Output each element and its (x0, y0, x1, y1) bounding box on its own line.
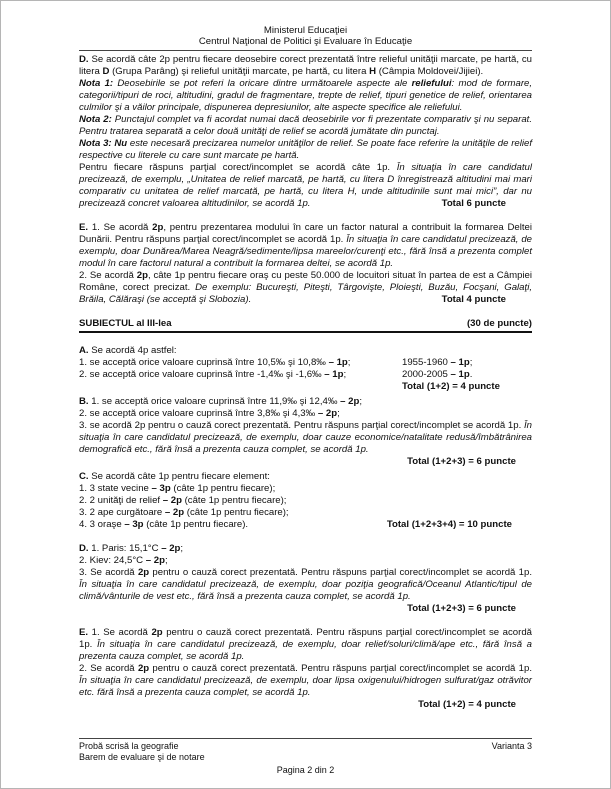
subject3-e2-paragraph: 2. Se acordă 2p pentru o cauză corect prezentată. Pentru răspuns parţial corect/incomplet se acordă 1p. În situaţia în care candidatul precizează, de exemplu, doar lipsa oxigenului/hidrogen sulfurat/gaz otrăvitor etc. fără însă a prezenta cauza complet, se acordă 1p. (79, 663, 532, 698)
subject3-a-total-row (79, 381, 532, 393)
subject3-b2-line: 2. se acceptă orice valoare cuprinsă între 3,8‰ şi 4,3‰ – 2p; (79, 408, 340, 419)
subject3-title: SUBIECTUL al III-lea (79, 318, 172, 329)
subject2-e1-paragraph: E. 1. Se acordă 2p, pentru prezentarea modului în care un factor natural a contribuit la formarea Deltei Dunării. Pentru răspuns parţial corect/incomplet se acordă 1p. În situaţia în care candidatul precizează, de exemplu, doar Dunărea/Marea Neagră/sedimente/lipsa mareelor/curenţi etc., fără însă a prezenta complet modul în care factorul natural a contribuit la formarea deltei, se acordă 1p. (79, 222, 533, 269)
subject3-b-total: Total (1+2+3) = 6 puncte (407, 456, 516, 467)
subject3-c-item-4-row (79, 519, 532, 531)
subject3-a2-right: 2000-2005 – 1p. (402, 369, 473, 380)
footer-document-type: Barem de evaluare şi de notare (79, 752, 205, 762)
footer-exam-type: Probă scrisă la geografie (79, 741, 179, 751)
subject2-partial-credit-paragraph: Total 6 puncte Pentru fiecare răspuns parţial corect/incomplet se acordă câte 1p. În situaţia în care candidatul precizează, de exemplu, „Unitatea de relief marcată, pe hartă, cu litera D înregistrează altitudini mai mari comparativ cu unitatea de relief marcată, pe hartă, cu litera H, unde altitudinile sunt mai mici”, dar nu precizează concret valoarea altitudinilor, se acordă 1p. (79, 162, 532, 209)
page-header (79, 25, 532, 51)
subject3-d2-line: 2. Kiev: 24,5°C – 2p; (79, 555, 168, 566)
subject3-e1-paragraph: E. 1. Se acordă 2p pentru o cauză corect prezentată. Pentru răspuns parţial corect/incomplet se acordă 1p. În situaţia în care candidatul precizează, de exemplu, doar relief/soluri/climă/ape etc., fără însă a prezenta cauza complet, se acordă 1p. (79, 627, 533, 662)
subject3-a-total: Total (1+2) = 4 puncte (402, 381, 500, 392)
subject2-e-block (79, 222, 532, 306)
footer-left (79, 741, 205, 763)
subject3-heading (79, 318, 532, 333)
footer-page-number: Pagina 2 din 2 (276, 765, 335, 775)
subject3-c-item-4: 4. 3 oraşe – 3p (câte 1p pentru fiecare). (79, 519, 249, 530)
subject3-a1-right: 1955-1960 – 1p; (402, 357, 473, 368)
subject3-b1-line: B. 1. se acceptă orice valoare cuprinsă între 11,9‰ şi 12,4‰ – 2p; (79, 396, 362, 407)
center-title: Centrul Naţional de Politici şi Evaluare în Educaţie (198, 36, 413, 47)
subject3-e-block (79, 627, 532, 711)
subject3-a2-left: 2. se acceptă orice valoare cuprinsă între -1,4‰ şi -1,6‰ – 1p; (79, 369, 347, 380)
subject2-nota3: Nota 3: Nu este necesară precizarea numelor unităţilor de relief. Se poate face referire la unităţile de relief respective cu literele cu care sunt marcate pe hartă. (79, 138, 532, 161)
subject3-a-block (79, 345, 532, 393)
subject3-c-total: Total (1+2+3+4) = 10 puncte (386, 519, 512, 530)
subject3-b-block (79, 396, 532, 468)
subject2-e2-paragraph: Total 4 puncte 2. Se acordă 2p, câte 1p pentru fiecare oraş cu peste 50.000 de locuitori situat în partea de est a Câmpiei Române, corect precizat. De exemplu: Bucureşti, Piteşti, Târgovişte, Ploieşti, Buzău, Focşani, Galaţi, Brăila, Călăraşi (se acceptă şi Slobozia). (79, 270, 532, 305)
subject3-d-block (79, 543, 532, 615)
subject2-e-total: Total 4 puncte (441, 294, 506, 305)
subject2-nota1: Nota 1: Deosebirile se pot referi la oricare dintre următoarele aspecte ale reliefului: mod de formare, categorii/tipuri de roci, altitudini, gradul de fragmentare, trepte de relief, tipuri genetice de relief, orientarea culmilor şi a văilor principale, dispunerea depresiunilor, alte aspecte specifice ale reliefului. (79, 78, 533, 113)
page-footer (79, 738, 532, 776)
footer-variant: Varianta 3 (491, 741, 532, 751)
subject3-c-item-3: 3. 2 ape curgătoare – 2p (câte 1p pentru fiecare); (79, 507, 289, 518)
subject2-nota2: Nota 2: Punctajul complet va fi acordat numai dacă deosebirile vor fi prezentate comparativ şi nu separat. Pentru tratarea separată a celor două unităţi de relief se acordă jumătate din punctaj. (79, 114, 533, 137)
subject3-c-block (79, 471, 532, 531)
subject3-a1-left: 1. se acceptă orice valoare cuprinsă între 10,5‰ şi 10,8‰ – 1p; (79, 357, 351, 368)
footer-top-row (79, 741, 532, 763)
subject3-a-row-1 (79, 357, 532, 369)
subject2-d-total: Total 6 puncte (441, 198, 506, 209)
subject3-c-intro: C. Se acordă câte 1p pentru fiecare element: (79, 471, 270, 482)
ministry-title: Ministerul Educaţiei (263, 25, 348, 36)
subject3-d3-paragraph: 3. Se acordă 2p pentru o cauză corect prezentată. Pentru răspuns parţial corect/incomplet se acordă 1p. În situaţia în care candidatul precizează, de exemplu, doar poziţia geografică/Oceanul Atlantic/tipul de climă/vânturile de vest etc., fără însă a prezenta cauza complet, se acordă 1p. (79, 567, 532, 602)
subject2-d-paragraph: D. Se acordă câte 2p pentru fiecare deosebire corect prezentată între relieful unităţii marcate, pe hartă, cu litera D (Grupa Parâng) şi relieful unităţii marcate, pe hartă, cu litera H (Câmpia Moldovei/Jijiei). (79, 54, 532, 77)
subject3-a-row-2 (79, 369, 532, 381)
subject3-d-total: Total (1+2+3) = 6 puncte (407, 603, 516, 614)
subject3-e-total: Total (1+2) = 4 puncte (418, 699, 516, 710)
subject3-a-intro: A. Se acordă 4p astfel: (79, 345, 177, 356)
subject3-points: (30 de puncte) (466, 318, 532, 329)
subject3-b3-paragraph: 3. se acordă 2p pentru o cauză corect prezentată. Pentru răspuns parţial corect/incomplet se acordă 1p. În situaţia în care candidatul precizează, de exemplu, doar cauze economice/natalitate redusă/îmbătrânirea demografică etc., fără însă a prezenta cauza complet, se acordă 1p. (79, 420, 532, 455)
subject3-c-item-2: 2. 2 unităţi de relief – 2p (câte 1p pentru fiecare); (79, 495, 287, 506)
subject3-c-item-1: 1. 3 state vecine – 3p (câte 1p pentru fiecare); (79, 483, 276, 494)
subject3-d1-line: D. 1. Paris: 15,1°C – 2p; (79, 543, 184, 554)
